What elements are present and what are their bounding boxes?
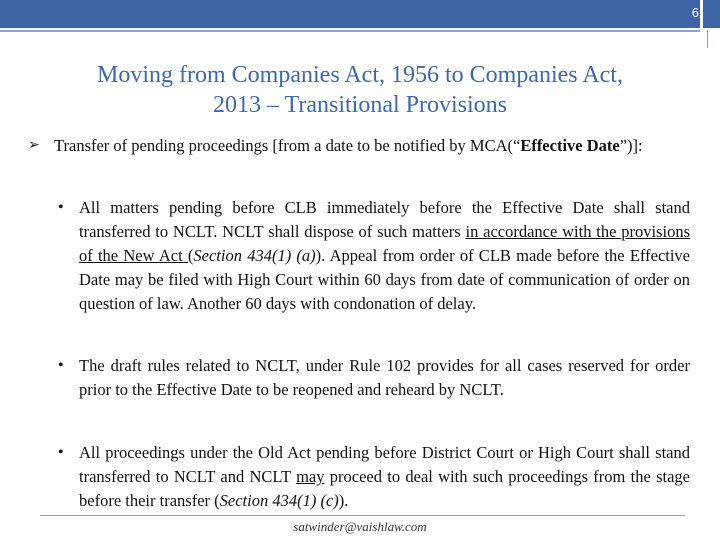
sub-bullet-2 bbox=[58, 354, 690, 402]
main-bullet bbox=[28, 134, 693, 157]
top-banner bbox=[0, 0, 700, 28]
sub-bullet-1 bbox=[58, 196, 690, 316]
slide-title bbox=[20, 60, 700, 120]
arrow-bullet-icon: ➢ bbox=[28, 137, 40, 153]
sub-bullet-3 bbox=[58, 441, 690, 513]
bullet-dot-icon: • bbox=[58, 199, 64, 216]
banner-divider bbox=[0, 30, 700, 32]
footer-divider bbox=[40, 515, 685, 516]
footer-email: satwinder@vaishlaw.com bbox=[293, 519, 427, 534]
corner-divider bbox=[707, 30, 708, 48]
title-line-2: 2013 – Transitional Provisions bbox=[212, 92, 508, 118]
bullet-dot-icon: • bbox=[58, 444, 64, 461]
main-bullet-text: Transfer of pending proceedings [from a date to be notified by MCA(“Effective Date”)]: bbox=[54, 136, 643, 155]
title-line-1: Moving from Companies Act, 1956 to Companies Act, bbox=[97, 62, 623, 88]
top-banner-right bbox=[703, 0, 720, 28]
sub-bullet-text: All matters pending before CLB immediately before the Effective Date shall stand transferred to NCLT. NCLT shall dispose of such matters in accordance with the provisions of the New Act (Section 434(1) (a)). Appeal from order of CLB made before the Effective Date may be filed with High Court within 60 days from date of communication of order on question of law. Another 60 days with condonation of delay. bbox=[79, 198, 691, 313]
slide-number: 6 bbox=[691, 5, 699, 20]
bullet-dot-icon: • bbox=[58, 357, 64, 374]
sub-bullet-text: All proceedings under the Old Act pending before District Court or High Court shall stand transferred to NCLT and NCLT may proceed to deal with such proceedings from the stage before their transfer (Section 434(1) (c)). bbox=[79, 443, 690, 510]
sub-bullet-text: The draft rules related to NCLT, under Rule 102 provides for all cases reserved for order prior to the Effective Date to be reopened and reheard by NCLT. bbox=[79, 356, 690, 399]
